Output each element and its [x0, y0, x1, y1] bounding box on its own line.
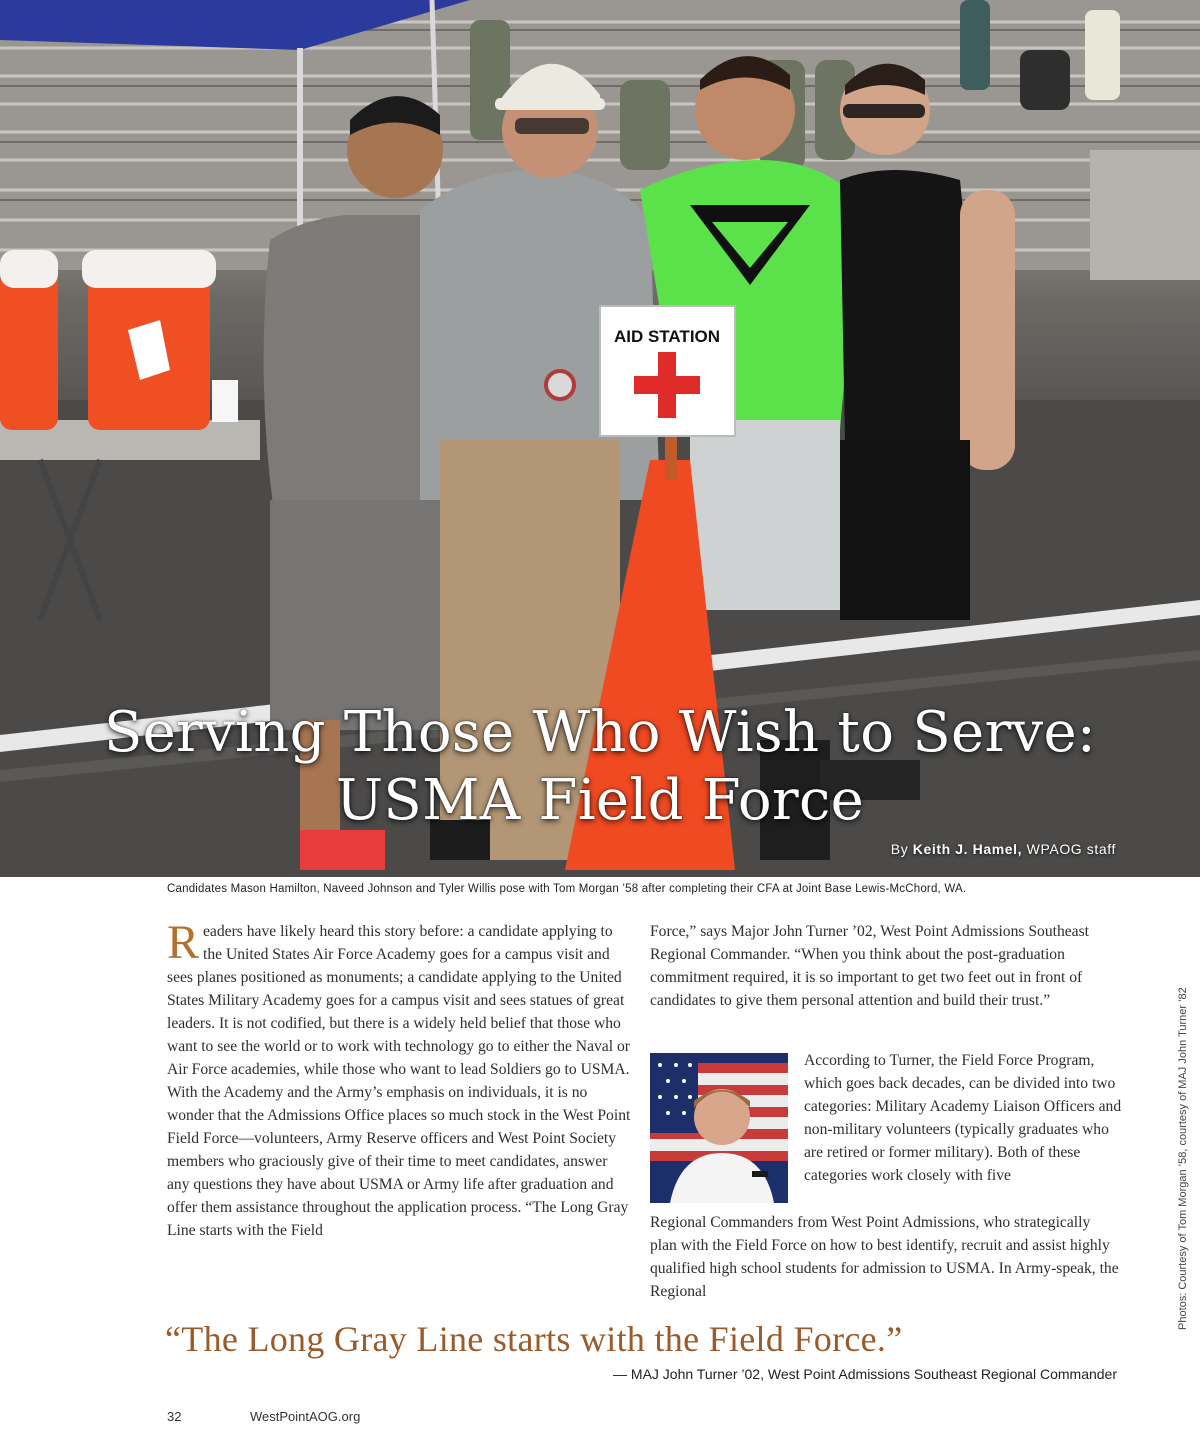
paragraph-1-text: eaders have likely heard this story before: a candidate applying to the United States Air Force Academy goes for a campus visit and sees planes positioned as monuments; a candidate applying to the United States Military Academy goes for a campus visit and sees statues of great leaders. It is not codified, but there is a widely held belief that those who want to see the world or to work with technology go to either the Naval or Air Force academies, while those who want to lead Soldiers go to USMA. With the Academy and the Army’s emphasis on individuals, it is no wonder that the Admissions Office places so much stock in the West Point Field Force—volunteers, Army Reserve officers and West Point Society members who graciously give of their time to meet candidates, answer any questions they have about USMA or Army life after graduation and offer them assistance throughout the application process. “The Long Gray Line starts with the Field [167, 923, 631, 1239]
byline-org: WPAOG staff [1026, 841, 1116, 857]
article-paragraph-1 [167, 916, 631, 1242]
article-column-right-bottom [650, 1211, 1120, 1303]
aid-station-sign-text: AID STATION [613, 327, 721, 346]
article-column-left [167, 916, 631, 1242]
article-paragraph-3-rest: Regional Commanders from West Point Admissions, who strategically plan with the Field Force on how to best identify, recruit and assist highly qualified high school students for admission to USMA. In Army-speak, the Regional [650, 1214, 1119, 1300]
article-paragraph-2: Force,” says Major John Turner ’02, West Point Admissions Southeast Regional Commander. “When you think about the post-graduation commitment required, it is so important to get two feet out in front of candidates to give them personal attention and build their trust.” [650, 923, 1089, 1009]
article-title-line2: USMA Field Force [335, 768, 865, 833]
article-paragraph-3-wrap: According to Turner, the Field Force Program, which goes back decades, can be divided into two categories: Military Academy Liaison Officers and non-military volunteers (typically graduates who are retired or former military). Both of these categories work closely with five [804, 1052, 1122, 1184]
article-column-right-top [650, 920, 1120, 1012]
drop-cap: R [167, 916, 200, 969]
byline-author: Keith J. Hamel, [912, 841, 1023, 857]
portrait-photo-john-turner [650, 1053, 788, 1203]
portrait-illustration [650, 1053, 788, 1203]
byline-prefix: By [890, 841, 909, 857]
photo-credit: Photos: Courtesy of Tom Morgan ’58, courtesy of MAJ John Turner ’82 [1177, 987, 1189, 1330]
article-column-right-wrap [804, 1049, 1122, 1187]
article-title-line1: Serving Those Who Wish to Serve: [103, 700, 1097, 765]
pull-quote: “The Long Gray Line starts with the Field Force.” [165, 1319, 903, 1359]
footer-website: WestPointAOG.org [250, 1409, 361, 1424]
page-number: 32 [167, 1409, 182, 1424]
pull-quote-attribution: — MAJ John Turner ’02, West Point Admissions Southeast Regional Commander [613, 1366, 1117, 1382]
byline [891, 841, 1116, 857]
photo-caption: Candidates Mason Hamilton, Naveed Johnson and Tyler Willis pose with Tom Morgan ’58 after completing their CFA at Joint Base Lewis-McChord, WA. [167, 883, 967, 895]
